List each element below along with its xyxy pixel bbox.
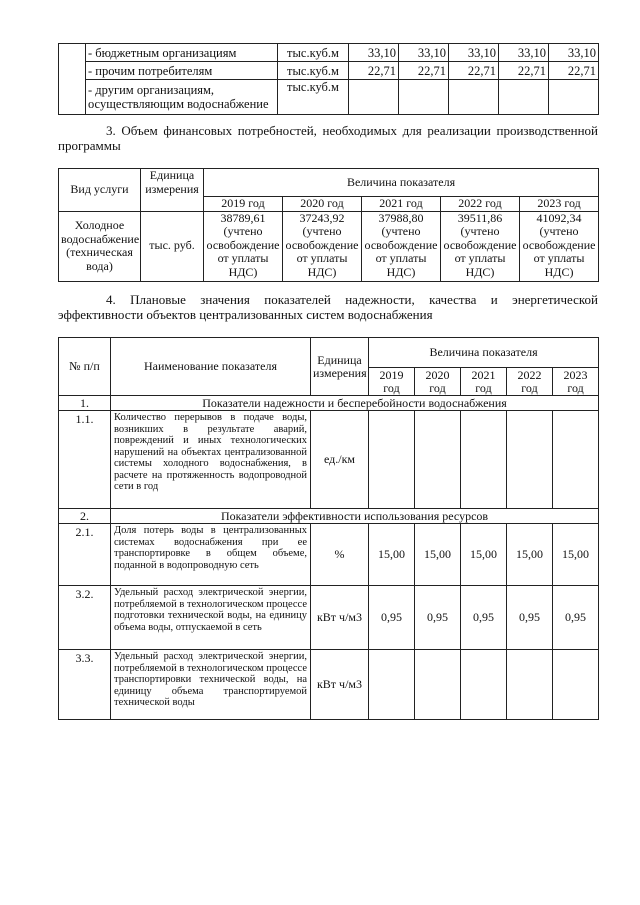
value-cell (461, 650, 507, 720)
table-row (59, 62, 599, 80)
value-cell (461, 411, 507, 509)
year-header: 2020 год (415, 368, 461, 396)
value-cell (369, 650, 415, 720)
value-cell (399, 80, 449, 115)
year-header: 2021 год (362, 197, 441, 212)
row-num: 3.3. (59, 650, 111, 720)
indicators-table (58, 337, 599, 720)
value-header: Величина показателя (204, 169, 599, 197)
value-cell (449, 80, 499, 115)
table-row (59, 586, 599, 650)
section-num: 1. (59, 396, 111, 411)
empty-cell (59, 44, 86, 115)
amount: 38789,61 (220, 211, 266, 225)
year-header: 2019 год (369, 368, 415, 396)
table-row (59, 650, 599, 720)
value-cell (499, 80, 549, 115)
row-num: 3.2. (59, 586, 111, 650)
indicator-name: Удельный расход электрической энергии, потребляемой в технологическом процессе транспортировки технической воды, на единицу объема транспортируемой технической воды (111, 650, 311, 720)
value-cell: 15,00 (369, 524, 415, 586)
value-cell: 0,95 (553, 586, 599, 650)
value-cell (441, 211, 520, 281)
section-title: Показатели эффективности использования ресурсов (111, 509, 599, 524)
section-4-heading: 4. Плановые значения показателей надежности, качества и энергетической эффективности объектов централизованных систем водоснабжения (58, 292, 598, 322)
year-header: 2019 год (204, 197, 283, 212)
amount-note: (учтено освобождение от уплаты НДС) (364, 224, 438, 279)
value-cell: 0,95 (461, 586, 507, 650)
value-cell (369, 411, 415, 509)
section-3-heading: 3. Объем финансовых потребностей, необходимых для реализации производственной программы (58, 123, 598, 153)
num-header: № п/п (59, 338, 111, 396)
unit-header: Единица измерения (311, 338, 369, 396)
amount-note: (учтено освобождение от уплаты НДС) (443, 224, 517, 279)
header-row (59, 169, 599, 197)
section-num: 2. (59, 509, 111, 524)
unit-header: Единица измерения (141, 169, 204, 212)
section-row (59, 509, 599, 524)
amount: 39511,86 (457, 211, 503, 225)
year-header: 2020 год (283, 197, 362, 212)
table-row (59, 80, 599, 115)
value-cell (553, 650, 599, 720)
value-cell: 22,71 (449, 62, 499, 80)
amount: 41092,34 (536, 211, 582, 225)
amount-note: (учтено освобождение от уплаты НДС) (206, 224, 280, 279)
value-cell: 15,00 (415, 524, 461, 586)
year-header: 2022 год (441, 197, 520, 212)
name-header: Наименование показателя (111, 338, 311, 396)
indicator-name: Удельный расход электрической энергии, потребляемой в технологическом процессе подготовки технической воды, на единицу объема воды, отпускаемой в сеть (111, 586, 311, 650)
table-row (59, 44, 599, 62)
value-cell: 22,71 (349, 62, 399, 80)
value-cell: 22,71 (499, 62, 549, 80)
value-cell: 15,00 (553, 524, 599, 586)
table-row (59, 411, 599, 509)
value-cell: 22,71 (549, 62, 599, 80)
value-cell (349, 80, 399, 115)
unit-cell: тыс.куб.м (278, 80, 349, 115)
section-row (59, 396, 599, 411)
value-cell (553, 411, 599, 509)
value-cell (520, 211, 599, 281)
unit-cell: кВт ч/м3 (311, 586, 369, 650)
unit-cell: % (311, 524, 369, 586)
table-row (59, 524, 599, 586)
value-cell (507, 411, 553, 509)
value-cell: 0,95 (415, 586, 461, 650)
value-cell (204, 211, 283, 281)
value-cell: 22,71 (399, 62, 449, 80)
header-row (59, 338, 599, 368)
section-title: Показатели надежности и бесперебойности водоснабжения (111, 396, 599, 411)
value-cell (283, 211, 362, 281)
value-cell (549, 80, 599, 115)
value-cell: 33,10 (499, 44, 549, 62)
row-num: 2.1. (59, 524, 111, 586)
value-cell: 33,10 (399, 44, 449, 62)
year-header: 2023 год (553, 368, 599, 396)
unit-cell: тыс.куб.м (278, 44, 349, 62)
unit-cell: кВт ч/м3 (311, 650, 369, 720)
value-cell: 15,00 (461, 524, 507, 586)
year-header: 2022 год (507, 368, 553, 396)
year-header: 2023 год (520, 197, 599, 212)
row-num: 1.1. (59, 411, 111, 509)
amount-note: (учтено освобождение от уплаты НДС) (285, 224, 359, 279)
unit-cell: тыс.куб.м (278, 62, 349, 80)
unit-cell: тыс. руб. (141, 211, 204, 281)
value-cell: 33,10 (449, 44, 499, 62)
value-cell (415, 411, 461, 509)
value-cell: 0,95 (507, 586, 553, 650)
value-cell: 15,00 (507, 524, 553, 586)
consumption-table (58, 43, 599, 115)
service-header: Вид услуги (59, 169, 141, 212)
value-cell (415, 650, 461, 720)
value-cell: 33,10 (349, 44, 399, 62)
amount-note: (учтено освобождение от уплаты НДС) (522, 224, 596, 279)
amount: 37988,80 (378, 211, 424, 225)
value-header: Величина показателя (369, 338, 599, 368)
indicator-name: Количество перерывов в подаче воды, возникших в результате аварий, повреждений и иных технологических нарушений на объектах централизованной системы холодного водоснабжения, в расчете на протяженность водопроводной сети в год (111, 411, 311, 509)
indicator-name: Доля потерь воды в централизованных системах водоснабжения при ее транспортировке в общем объеме, поданной в водопроводную сеть (111, 524, 311, 586)
amount: 37243,92 (299, 211, 345, 225)
financial-needs-table (58, 168, 599, 282)
row-label: - другим организациям, осуществляющим водоснабжение (86, 80, 278, 115)
value-cell: 33,10 (549, 44, 599, 62)
value-cell: 0,95 (369, 586, 415, 650)
unit-cell: ед./км (311, 411, 369, 509)
row-label: - прочим потребителям (86, 62, 278, 80)
table-row (59, 211, 599, 281)
value-cell (507, 650, 553, 720)
row-label: - бюджетным организациям (86, 44, 278, 62)
service-cell: Холодное водоснабжение (техническая вода) (59, 211, 141, 281)
year-header: 2021 год (461, 368, 507, 396)
value-cell (362, 211, 441, 281)
